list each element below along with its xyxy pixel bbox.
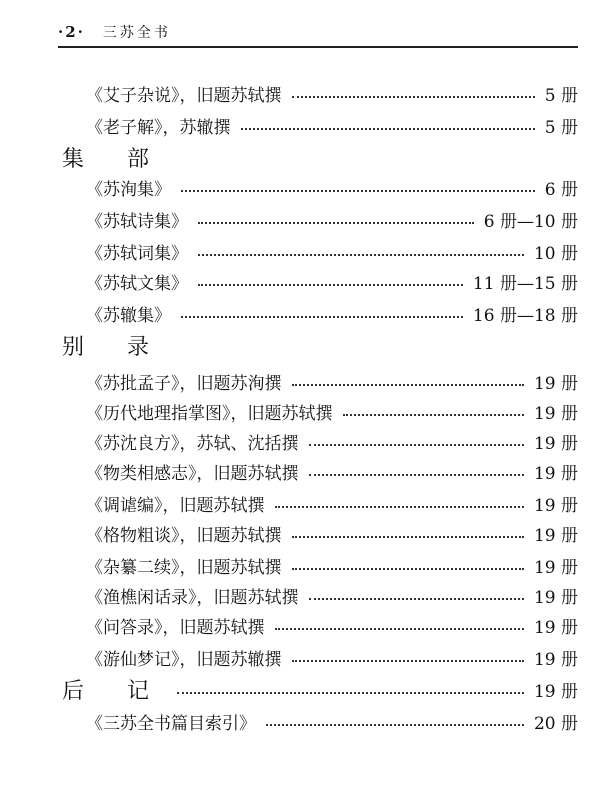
- volume-number: 19 册: [533, 649, 578, 670]
- volume-number: 19 册: [533, 557, 578, 578]
- leader-dots: [198, 222, 474, 224]
- entry-title: 《老子解》，苏辙撰: [86, 117, 231, 138]
- entry-title: 《苏轼文集》: [86, 273, 188, 294]
- volume-number: 19 册: [533, 617, 578, 638]
- volume-number: 19 册: [533, 525, 578, 546]
- entry-title: 《苏批孟子》，旧题苏洵撰: [86, 373, 282, 394]
- leader-dots: [241, 128, 535, 130]
- leader-dots: [181, 316, 463, 318]
- toc-entry: [0, 426, 600, 456]
- leader-dots: [177, 692, 524, 694]
- section-title: 别 录: [62, 334, 167, 360]
- toc-entry: [0, 298, 600, 328]
- leader-dots: [198, 284, 463, 286]
- entry-title: 《苏沈良方》，苏轼、沈括撰: [86, 433, 299, 454]
- toc-section-heading: [0, 330, 600, 360]
- entry-title: 《杂纂二续》，旧题苏轼撰: [86, 557, 282, 578]
- leader-dots: [343, 414, 524, 416]
- leader-dots: [292, 568, 524, 570]
- volume-number: 19 册: [533, 433, 578, 454]
- volume-number: 19 册: [533, 681, 578, 702]
- toc-entry: [0, 550, 600, 580]
- toc-entry: [0, 706, 600, 736]
- volume-number: 19 册: [533, 495, 578, 516]
- toc-entry: [0, 580, 600, 610]
- entry-title: 《问答录》，旧题苏轼撰: [86, 617, 265, 638]
- page-number: ·2·: [58, 23, 85, 41]
- leader-dots: [309, 444, 524, 446]
- toc-entry: [0, 642, 600, 672]
- entry-title: 《艾子杂说》，旧题苏轼撰: [86, 85, 282, 106]
- toc-entry: [0, 366, 600, 396]
- leader-dots: [275, 506, 524, 508]
- leader-dots: [181, 190, 535, 192]
- section-title: 集 部: [62, 146, 167, 172]
- toc-section-heading: [0, 674, 600, 704]
- volume-number: 5 册: [544, 85, 578, 106]
- toc-entry: [0, 396, 600, 426]
- volume-number: 20 册: [533, 713, 578, 734]
- leader-dots: [292, 536, 524, 538]
- leader-dots: [292, 384, 524, 386]
- leader-dots: [275, 628, 524, 630]
- toc-entry: [0, 488, 600, 518]
- volume-number: 16 册—18 册: [472, 305, 578, 326]
- entry-title: 《三苏全书篇目索引》: [86, 713, 256, 734]
- entry-title: 《苏洵集》: [86, 179, 171, 200]
- volume-number: 11 册—15 册: [472, 273, 578, 294]
- leader-dots: [309, 474, 524, 476]
- entry-title: 《苏轼词集》: [86, 243, 188, 264]
- leader-dots: [309, 598, 524, 600]
- volume-number: 19 册: [533, 403, 578, 424]
- toc-entry: [0, 78, 600, 108]
- leader-dots: [292, 96, 535, 98]
- toc-entry: [0, 518, 600, 548]
- toc-entry: [0, 172, 600, 202]
- leader-dots: [266, 724, 524, 726]
- toc-entry: [0, 456, 600, 486]
- section-title: 后 记: [62, 678, 167, 704]
- entry-title: 《物类相感志》，旧题苏轼撰: [86, 463, 299, 484]
- toc-entry: [0, 110, 600, 140]
- running-title: 三苏全书: [102, 25, 171, 41]
- volume-number: 19 册: [533, 463, 578, 484]
- volume-number: 6 册—10 册: [483, 211, 578, 232]
- entry-title: 《苏辙集》: [86, 305, 171, 326]
- volume-number: 19 册: [533, 373, 578, 394]
- volume-number: 6 册: [544, 179, 578, 200]
- leader-dots: [292, 660, 524, 662]
- toc-entry: [0, 610, 600, 640]
- volume-number: 19 册: [533, 587, 578, 608]
- toc-section-heading: [0, 142, 600, 172]
- toc-entry: [0, 236, 600, 266]
- volume-number: 5 册: [544, 117, 578, 138]
- entry-title: 《历代地理指掌图》，旧题苏轼撰: [86, 403, 333, 424]
- toc-entry: [0, 204, 600, 234]
- volume-number: 10 册: [533, 243, 578, 264]
- page-header: [58, 18, 578, 48]
- toc-entry: [0, 266, 600, 296]
- leader-dots: [198, 254, 524, 256]
- entry-title: 《渔樵闲话录》，旧题苏轼撰: [86, 587, 299, 608]
- entry-title: 《格物粗谈》，旧题苏轼撰: [86, 525, 282, 546]
- entry-title: 《游仙梦记》，旧题苏辙撰: [86, 649, 282, 670]
- entry-title: 《调谑编》，旧题苏轼撰: [86, 495, 265, 516]
- entry-title: 《苏轼诗集》: [86, 211, 188, 232]
